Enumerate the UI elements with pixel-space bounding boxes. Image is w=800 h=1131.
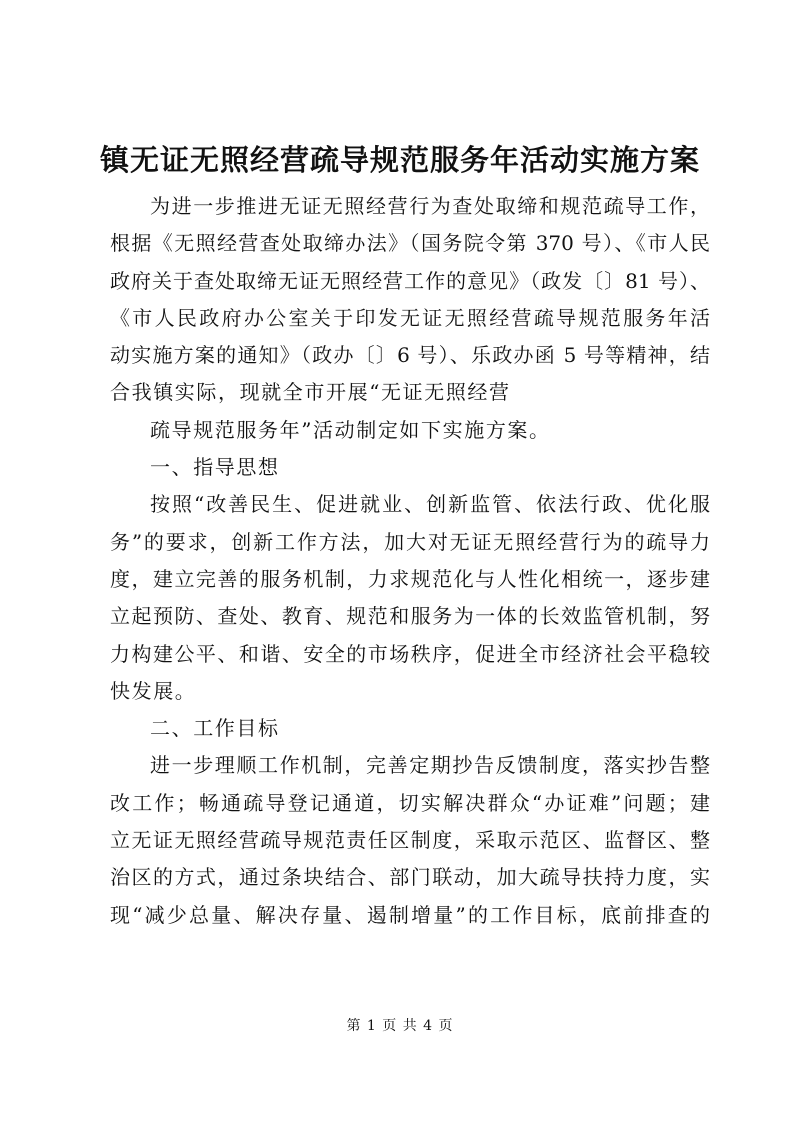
paragraph-line: 《市人民政府办公室关于印发无证无照经营疏导规范服务年活 (110, 305, 710, 330)
paragraph-line: 进一步理顺工作机制，完善定期抄告反馈制度，落实抄告整 (150, 753, 710, 778)
paragraph-line: 现“减少总量、解决存量、遏制增量”的工作目标，底前排查的 (110, 902, 710, 927)
paragraph-line: 立无证无照经营疏导规范责任区制度，采取示范区、监督区、整 (110, 828, 710, 853)
paragraph-line: 立起预防、查处、教育、规范和服务为一体的长效监管机制，努 (110, 604, 710, 629)
paragraph-line: 疏导规范服务年”活动制定如下实施方案。 (150, 417, 551, 442)
paragraph-line: 根据《无照经营查处取缔办法》（国务院令第 370 号）、《市人民 (110, 231, 710, 256)
paragraph-line: 为进一步推进无证无照经营行为查处取缔和规范疏导工作， (150, 194, 712, 218)
section-heading: 一、指导思想 (150, 455, 280, 480)
paragraph-line: 度，建立完善的服务机制，力求规范化与人性化相统一，逐步建 (110, 566, 710, 591)
paragraph-line: 动实施方案的通知》（政办〔〕6 号）、乐政办函 5 号等精神，结 (110, 343, 710, 368)
paragraph-line: 快发展。 (110, 678, 197, 703)
document-title: 镇无证无照经营疏导规范服务年活动实施方案 (99, 143, 700, 177)
page-footer: 第 1 页 共 4 页 (346, 1018, 454, 1034)
paragraph-line: 治区的方式，通过条块结合、部门联动，加大疏导扶持力度，实 (110, 865, 710, 890)
document-body (110, 188, 710, 934)
paragraph-line: 按照“改善民生、促进就业、创新监管、依法行政、优化服 (150, 492, 710, 517)
paragraph-line: 务”的要求，创新工作方法，加大对无证无照经营行为的疏导力 (110, 529, 710, 554)
paragraph-line: 政府关于查处取缔无证无照经营工作的意见》（政发〔〕81 号）、 (110, 268, 710, 293)
section-heading: 二、工作目标 (150, 716, 280, 741)
paragraph-line: 力构建公平、和谐、安全的市场秩序，促进全市经济社会平稳较 (110, 641, 710, 666)
paragraph-line: 改工作；畅通疏导登记通道，切实解决群众“办证难”问题；建 (110, 790, 710, 815)
paragraph-line: 合我镇实际，现就全市开展“无证无照经营 (110, 380, 511, 405)
